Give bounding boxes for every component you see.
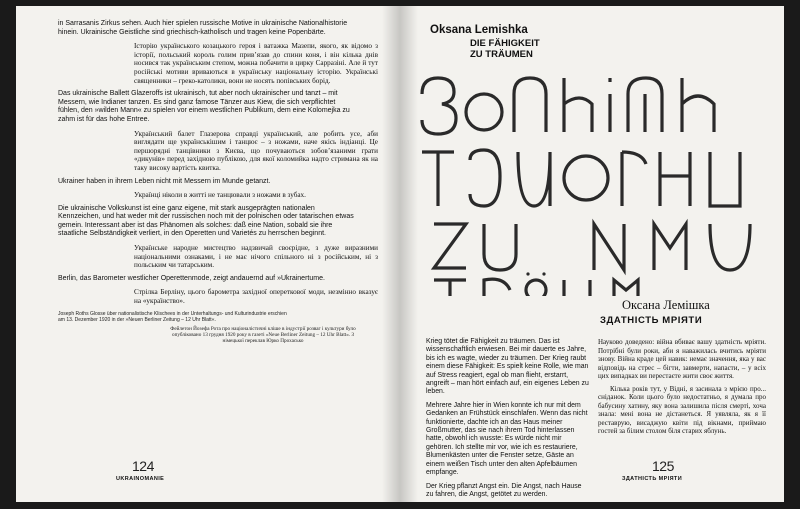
ua-paragraph: Українське народне мистецтво надзвичай своєрідне, з дуже виразними національними ознаками, і не має нічого спільного ні з російським, ні з польським чи татарським. [134,244,378,270]
page-number-right: 125 [652,458,674,474]
footnote-ua: Фейлетон Йозефа Рота про націоналістичні кліше в індустрії розваг і культури було опубліковано 13 грудня 1920 року в газеті «Neue Berliner Zeitung – 12 Uhr Blatt». З німецької переклав Юрко Прохасько [170,325,356,345]
decorative-title-lettering [414,64,774,296]
ua-paragraph: Науково доведено: війна вбиває вашу здатність мріяти. Потрібні були роки, аби я наважилась вчитись мріяти знову. Війна краде цей навик: немає значення, яка у вас відповідь на стрес – бігти, завмерти, напасти, – у всіх цих випадках ви перестаєте жити своє життя. [598,338,766,380]
right-page [400,6,784,502]
de-paragraph: Das ukrainische Ballett Glazeroffs ist ukrainisch, tut aber noch ukrainischer und tanzt – mit Messern, wie Indianer tanzen. Es sind ganz famose Tänzer aus Kiew, die sich verpflichtet fühlen, den »wilden Mann« zu spielen vor einem westlichen Publikum, dem eine Kolomejka zu zahm ist für das hohe Entree. [58,90,350,123]
de-paragraph: Berlin, das Barometer westlicher Operettenmode, zeigt andauernd auf »Ukrainertume. [58,274,325,282]
page-number-left: 124 [132,458,154,474]
de-paragraph: Die ukrainische Volkskunst ist eine ganz eigene, mit stark ausgeprägten nationalen Kennzeichen, und hat weder mit der russischen noch mit der polnischen oder tatarischen etwas gemein. Interessant aber ist das Phänomen als solches: daß eine Nation, sobald sie ihre staatliche Selbständigkeit verliert, in den Operetten und Varietés zu herrschen beginnt. [58,204,354,238]
title-de-line: ZU TRÄUMEN [470,49,533,60]
left-text-column [58,20,376,344]
author-name-ua: Оксана Лемішка [622,298,710,312]
de-article-column [426,338,590,502]
author-name-de: Oksana Lemishka [430,24,528,36]
footnote-de: Joseph Roths Glosse über nationalistische Klischees in der Unterhaltungs- und Kulturindustrie erschien am 13. Dezember 1920 in der »Neuen Berliner Zeitung – 12 Uhr Blatt«. [58,310,287,323]
ua-paragraph: Історію українського козацького героя і ватажка Мазепи, якого, як відомо з історії, польський король голим прив’язав до спини коня, і він кілька днів носився так українським степом, можна побачити в цирку Сарразіні. Але й тут російські мотиви вриваються в українську національну історію. Українські священники – греко-католики, вони не носять попівських борід. [134,42,378,85]
left-page [16,6,400,502]
ua-paragraph: Стрілка Берліну, цього барометра західної опереткової моди, незмінно вказує на «українство». [134,288,378,306]
gutter-shadow [382,6,400,502]
ua-paragraph: Українці ніколи в житті не танцювали з ножами в зубах. [134,191,306,200]
de-paragraph: Ukrainer haben in ihrem Leben nicht mit Messern im Munde getanzt. [58,177,271,185]
running-footer-right: ЗДАТНІСТЬ МРІЯТИ [622,476,683,482]
ua-paragraph: Український балет Глазерова справді український, але робить усе, аби виглядати ще українськішим і танцює – з ножами, наче якісь індіанці. Це першорядні танцівники з Києва, що почуваються зобов’язаними грати «дикунів» перед західною публікою, для якої коломийка надто стримана як на таку високу вартість квитка. [134,129,378,172]
de-paragraph: Krieg tötet die Fähigkeit zu träumen. Das ist wissenschaftlich erwiesen. Bei mir dauerte es Jahre, bis ich es wagte, wieder zu träumen. Der Krieg raubt einem diese Fähigkeit: Es spielt keine Rolle, wie man auf Stress reagiert, egal ob man flieht, erstarrt, angreift – man hört einfach auf, ein eigenes Leben zu leben. [426,338,589,396]
de-paragraph: Mehrere Jahre hier in Wien konnte ich nur mit dem Gedanken an Frühstück einschlafen. Wenn das nicht funktionierte, dachte ich an das Haus meiner Großmutter, das sie nach ihrem Tod hinterlassen hatte, obwohl ich wusste: Es würde nicht mir gehören. Ich stellte mir vor, wie ich es restauriere, Blumenkästen unter die Fenster setze, Gäste an einem weißen Tisch unter den alten Apfelbäumen empfange. [426,401,588,477]
de-paragraph: in Sarrasanis Zirkus sehen. Auch hier spielen russische Motive in ukrainische Nationalhistorie hinein. Ukrainische Geistliche sind griechisch-katholisch und tragen keine Popenbärte. [58,20,348,36]
title-de [470,38,540,60]
running-footer-left: UKRAINOMANIE [116,476,165,482]
title-ua: ЗДАТНІСТЬ МРІЯТИ [600,315,703,326]
ua-paragraph: Кілька років тут, у Відні, я засинала з мрією про... сніданок. Коли цього було недостатньо, я думала про бабусину хатину, яку вона залишила після смерті, хоча знала: мені вона не дістанеться. Я уявляла, як я її реставрую, висаджую квіти під вікнами, приймаю гостей за білим столом біля старих яблунь. [598,384,766,435]
ua-article-column [598,338,766,440]
title-de-line: DIE FÄHIGKEIT [470,38,540,49]
de-paragraph: Der Krieg pflanzt Angst ein. Die Angst, nach Hause zu fahren, die Angst, getötet zu werden. [426,482,582,498]
